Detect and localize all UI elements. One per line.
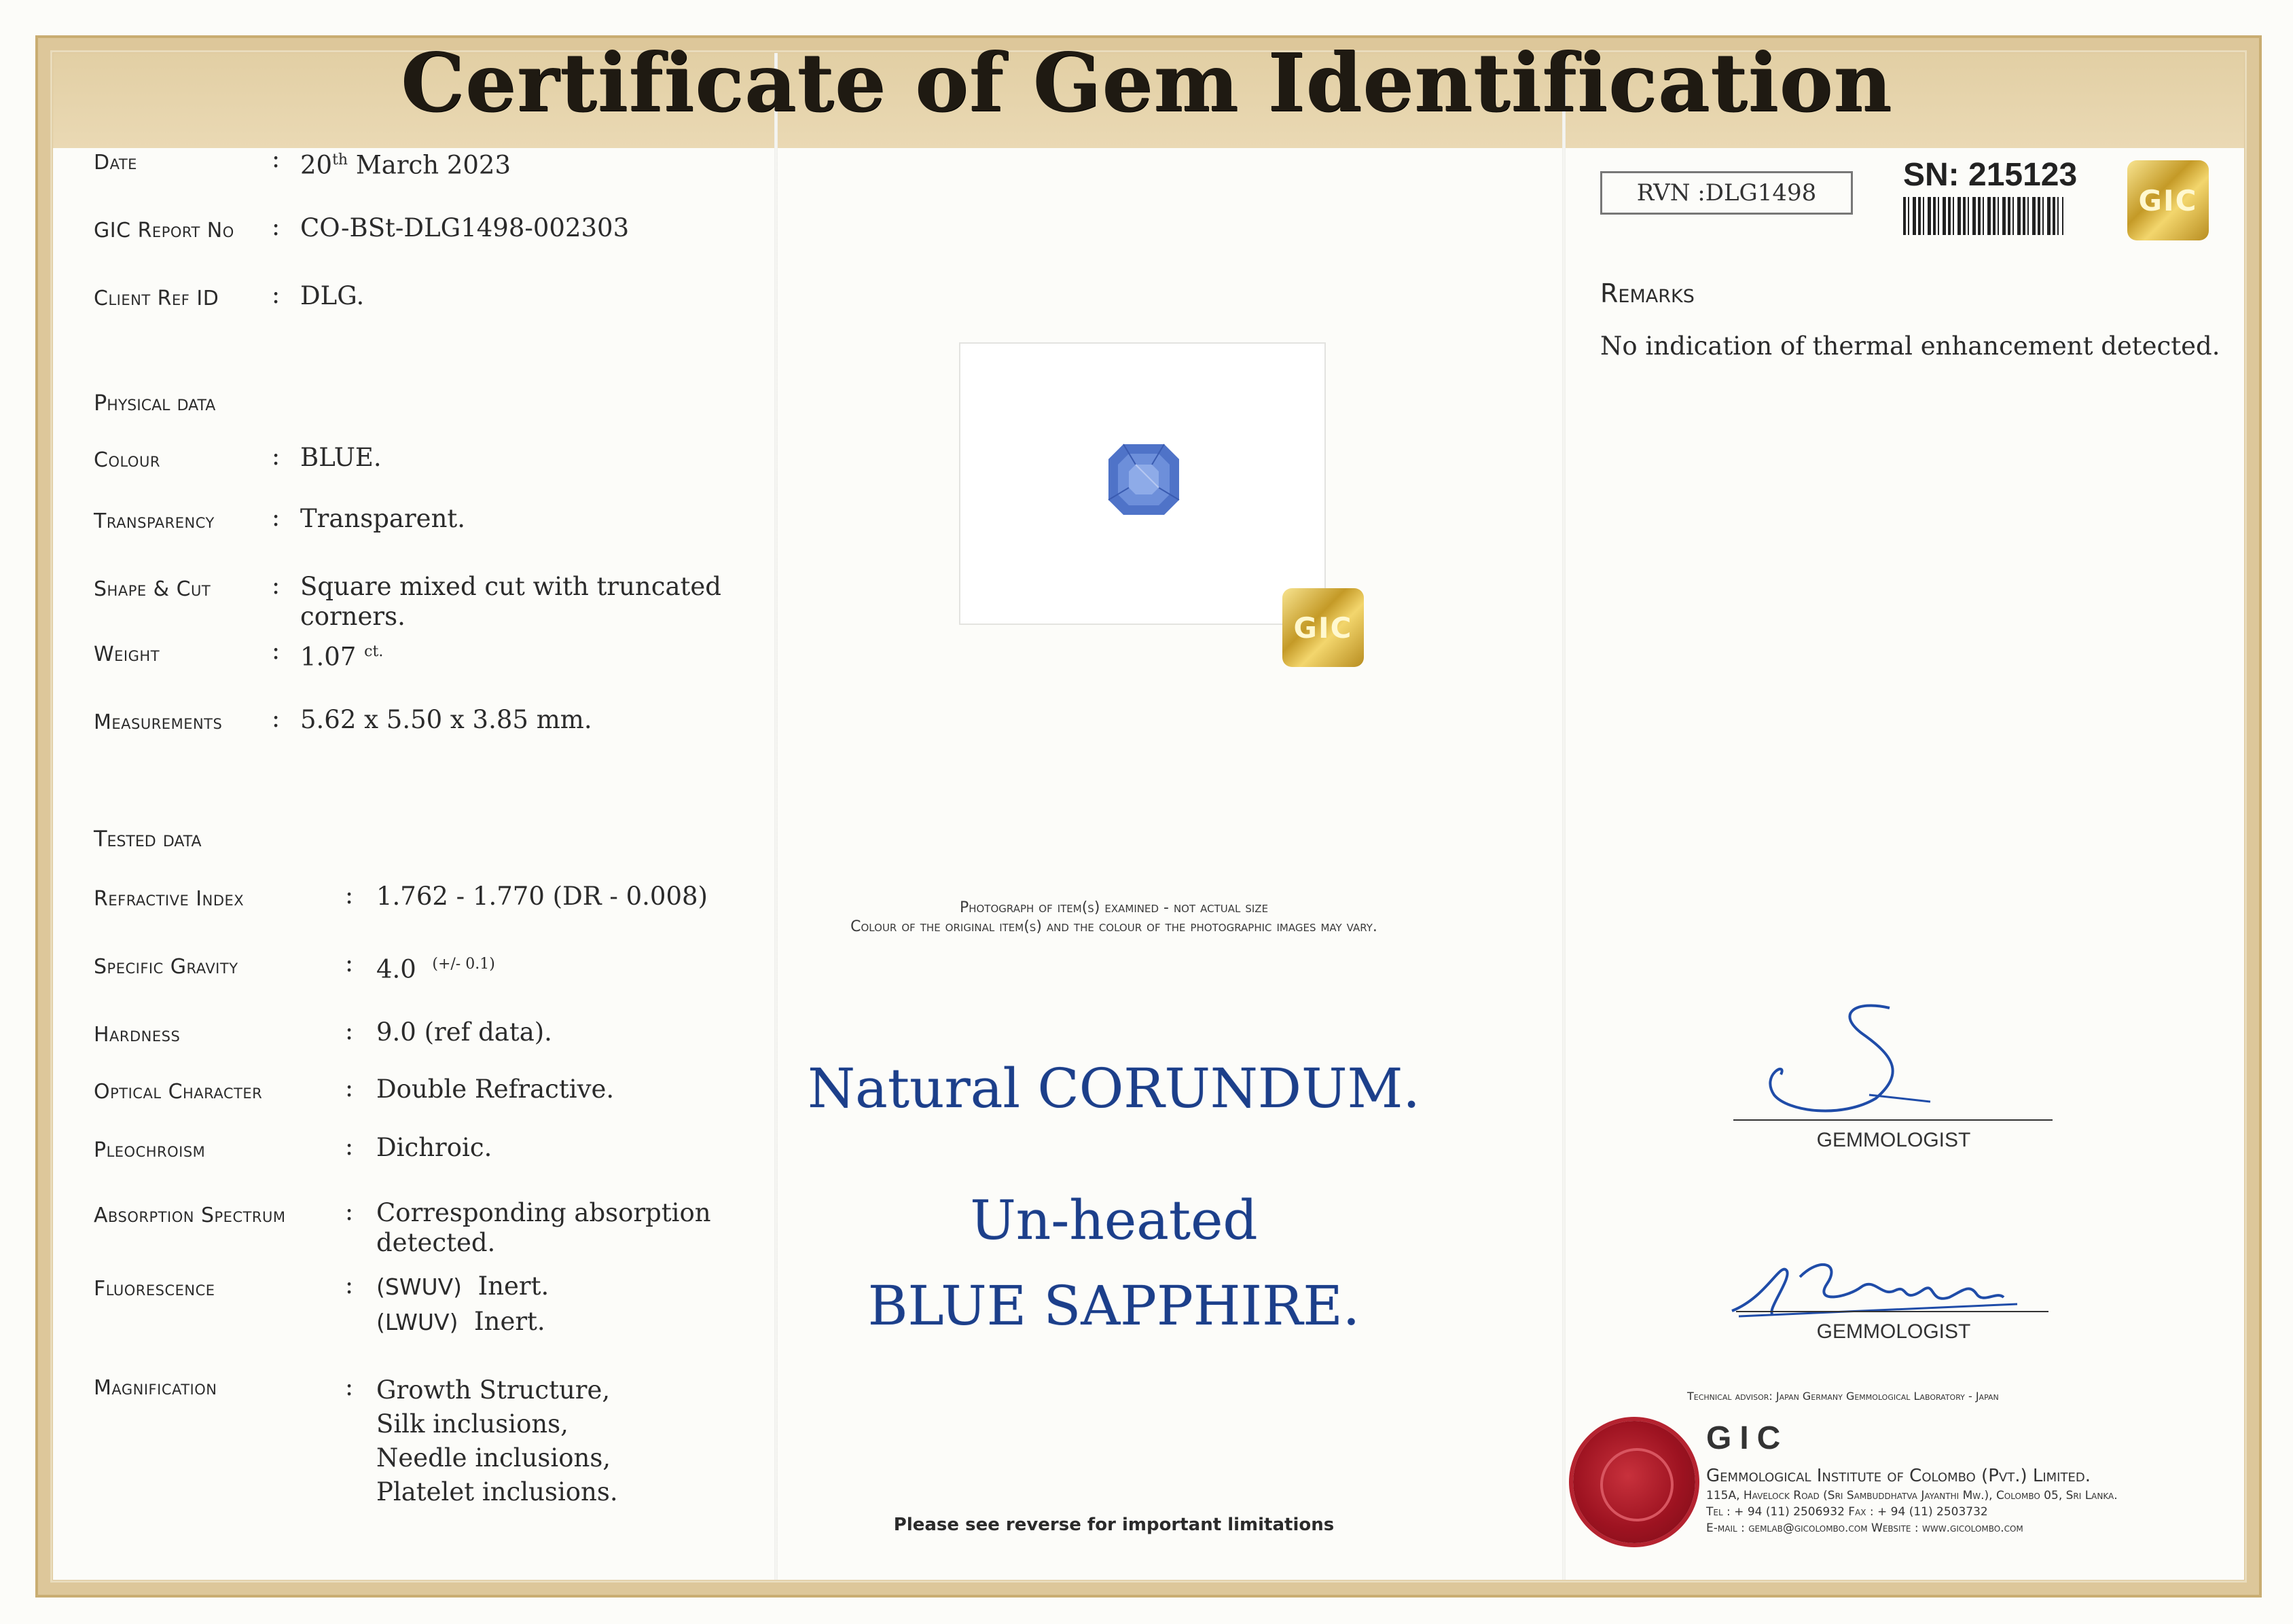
fluorescence-value: (SWUV) Inert. (LWUV) Inert. [376, 1271, 549, 1336]
colon: : [345, 1373, 354, 1401]
hologram-sticker: GIC [1282, 588, 1364, 667]
institute-web: E-mail : gemlab@gicolombo.com Website : www.gicolombo.com [1706, 1521, 2023, 1535]
sapphire-image [1103, 439, 1185, 520]
transparency-label: Transparency [94, 509, 215, 533]
specific-gravity-row [94, 950, 495, 984]
fluorescence-row [94, 1271, 549, 1343]
gemmologist-label-2: GEMMOLOGIST [1816, 1320, 1971, 1343]
wax-seal [1573, 1421, 1695, 1543]
limitations-note: Please see reverse for important limitations [893, 1515, 1335, 1535]
pleochroism-label: Pleochroism [94, 1138, 206, 1162]
colour-row [94, 443, 382, 473]
optical-character-value: Double Refractive. [376, 1075, 615, 1104]
client-ref-value: DLG. [300, 281, 365, 310]
colon: : [272, 213, 281, 241]
colon: : [272, 572, 281, 600]
colon: : [272, 705, 281, 733]
refractive-index-label: Refractive Index [94, 887, 245, 911]
magnification-item: Needle inclusions, [376, 1443, 611, 1473]
specific-gravity-value: 4.0 $^{(+/- 0.1)}$ [376, 954, 495, 984]
colon: : [345, 1198, 354, 1226]
serial-number: SN: 215123 [1903, 157, 2078, 193]
pleochroism-value: Dichroic. [376, 1133, 492, 1162]
certificate-title: Certificate of Gem Identification [400, 35, 1892, 130]
optical-character-label: Optical Character [94, 1080, 263, 1104]
colon: : [345, 1133, 354, 1161]
tested-data-heading: Tested data [94, 826, 202, 852]
magnification-item: Growth Structure, [376, 1375, 611, 1405]
certificate [35, 35, 2262, 1598]
absorption-spectrum-value: Corresponding absorption detected. [376, 1198, 711, 1257]
refractive-index-value: 1.762 - 1.770 (DR - 0.008) [376, 882, 708, 911]
magnification-label: Magnification [94, 1376, 217, 1400]
institute-phones: Tel : + 94 (11) 2506932 Fax : + 94 (11) 2503732 [1706, 1505, 1988, 1519]
shape-cut-value: Square mixed cut with truncated corners. [300, 572, 721, 631]
measurements-label: Measurements [94, 710, 223, 734]
colon: : [272, 145, 281, 173]
colour-label: Colour [94, 448, 160, 472]
gic-brand: GIC [1706, 1420, 1789, 1456]
remarks-heading: Remarks [1600, 278, 1695, 308]
colon: : [272, 443, 281, 471]
date-row [94, 145, 511, 180]
hardness-value: 9.0 (ref data). [376, 1017, 552, 1047]
signature-line-2 [1736, 1311, 2048, 1312]
hologram-sticker: GIC [2127, 160, 2209, 240]
report-no-label: GIC Report No [94, 219, 234, 242]
refractive-index-row [94, 882, 708, 912]
magnification-row [94, 1373, 618, 1509]
weight-value: 1.07 $^{ct.}$ [300, 642, 384, 672]
date-label: Date [94, 151, 137, 175]
colon: : [345, 1271, 354, 1299]
photo-note-2: Colour of the original item(s) and the colour of the photographic images may vary. [850, 918, 1377, 935]
client-ref-row [94, 281, 364, 311]
shape-cut-row [94, 572, 721, 632]
transparency-value: Transparent. [300, 504, 466, 533]
colon: : [272, 504, 281, 532]
absorption-spectrum-row [94, 1198, 711, 1258]
magnification-item: Platelet inclusions. [376, 1477, 618, 1506]
colon: : [345, 882, 354, 909]
colon: : [345, 950, 354, 977]
institute-name: Gemmological Institute of Colombo (Pvt.) Limited. [1706, 1466, 2091, 1486]
remarks-text: No indication of thermal enhancement detected. [1600, 331, 2220, 361]
fold-line-left [774, 53, 778, 1580]
variety-heading: BLUE SAPPHIRE. [867, 1274, 1360, 1337]
treatment-heading: Un-heated [970, 1189, 1258, 1252]
report-no-row [94, 213, 629, 243]
measurements-row [94, 705, 592, 735]
species-heading: Natural CORUNDUM. [808, 1057, 1420, 1120]
colon: : [345, 1017, 354, 1045]
transparency-row [94, 504, 465, 534]
optical-character-row [94, 1075, 614, 1104]
colon: : [272, 637, 281, 665]
shape-cut-label: Shape & Cut [94, 577, 211, 601]
colon: : [272, 281, 281, 309]
date-value: 20th March 2023 [300, 150, 511, 180]
specific-gravity-label: Specific Gravity [94, 955, 238, 979]
rvn-box: RVN :DLG1498 [1600, 171, 1853, 215]
colon: : [345, 1075, 354, 1102]
gemmologist-label-1: GEMMOLOGIST [1816, 1129, 1971, 1151]
client-ref-label: Client Ref ID [94, 287, 219, 310]
measurements-value: 5.62 x 5.50 x 3.85 mm. [300, 705, 592, 734]
hardness-label: Hardness [94, 1023, 181, 1047]
fold-line-right [1562, 53, 1566, 1580]
institute-address: 115A, Havelock Road (Sri Sambuddhatva Jayanthi Mw.), Colombo 05, Sri Lanka. [1706, 1489, 2118, 1502]
report-no-value: CO-BSt-DLG1498-002303 [300, 213, 630, 242]
colour-value: BLUE. [300, 443, 382, 472]
signature-line-1 [1733, 1119, 2053, 1121]
hardness-row [94, 1017, 552, 1047]
pleochroism-row [94, 1133, 492, 1163]
fluorescence-label: Fluorescence [94, 1277, 215, 1301]
weight-label: Weight [94, 643, 160, 666]
technical-advisor-note: Technical advisor: Japan Germany Gemmological Laboratory - Japan [1687, 1390, 1999, 1403]
signature-1 [1733, 993, 2019, 1122]
barcode [1903, 197, 2063, 235]
magnification-value [376, 1373, 618, 1509]
absorption-spectrum-label: Absorption Spectrum [94, 1204, 286, 1227]
weight-row [94, 637, 383, 672]
physical-data-heading: Physical data [94, 390, 216, 416]
magnification-item: Silk inclusions, [376, 1409, 568, 1439]
gem-photograph [959, 342, 1326, 625]
signature-2 [1725, 1250, 2038, 1324]
photo-note-1: Photograph of item(s) examined - not actual size [959, 899, 1269, 916]
